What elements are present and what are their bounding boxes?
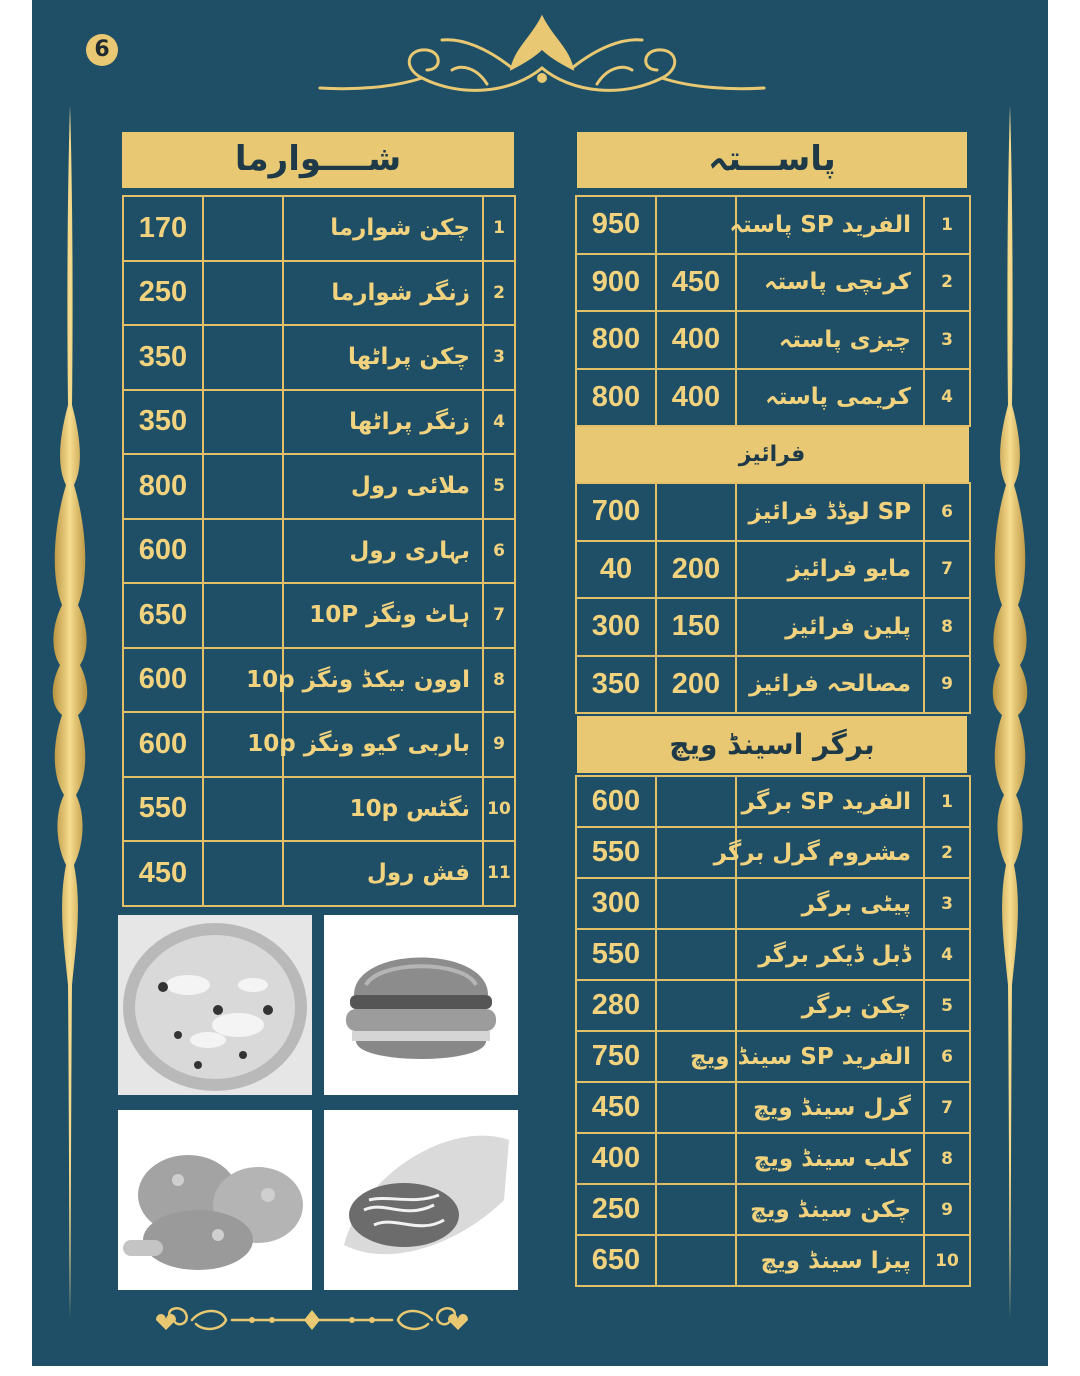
item-price: 600 (123, 648, 203, 713)
item-price-small (203, 777, 283, 842)
item-name: چکن برگر (736, 980, 924, 1031)
menu-row (576, 776, 970, 827)
item-name: مایو فرائیز (736, 541, 924, 599)
menu-row (123, 519, 515, 584)
item-number: 7 (924, 541, 970, 599)
item-price-small: 400 (656, 369, 736, 427)
top-flourish-ornament (312, 8, 772, 104)
fries-menu-table (575, 482, 971, 714)
item-name: الفرید SP پاستہ (736, 196, 924, 254)
item-price-small (656, 1235, 736, 1286)
item-price: 650 (123, 583, 203, 648)
menu-row (576, 929, 970, 980)
item-price: 550 (576, 929, 656, 980)
item-name: چکن پراٹھا (283, 325, 483, 390)
item-price: 250 (576, 1184, 656, 1235)
menu-row (576, 1235, 970, 1286)
item-price: 450 (123, 841, 203, 906)
item-name: گرل سینڈ ویچ (736, 1082, 924, 1133)
bottom-divider-ornament (152, 1298, 472, 1342)
item-price-small (656, 878, 736, 929)
item-price: 300 (576, 878, 656, 929)
item-price: 800 (123, 454, 203, 519)
pasta-menu-table (575, 195, 971, 427)
menu-row (576, 1031, 970, 1082)
menu-row (576, 483, 970, 541)
item-number: 5 (483, 454, 515, 519)
menu-row (123, 583, 515, 648)
menu-row (123, 454, 515, 519)
item-price: 170 (123, 196, 203, 261)
item-price: 700 (576, 483, 656, 541)
item-number: 2 (483, 261, 515, 326)
shawarma-photo (324, 1110, 518, 1290)
item-name: کرنچی پاستہ (736, 254, 924, 312)
item-price-small: 400 (656, 311, 736, 369)
item-number: 8 (483, 648, 515, 713)
item-price-small (203, 583, 283, 648)
item-name: اوون بیکڈ ونگز 10p (283, 648, 483, 713)
menu-row (576, 598, 970, 656)
item-price-small (203, 196, 283, 261)
page-number-badge: 6 (86, 34, 118, 66)
menu-row (576, 827, 970, 878)
shawarma-menu-table (122, 195, 516, 907)
menu-row (576, 196, 970, 254)
item-number: 3 (924, 878, 970, 929)
item-price: 600 (576, 776, 656, 827)
item-price: 250 (123, 261, 203, 326)
item-price: 950 (576, 196, 656, 254)
item-price: 750 (576, 1031, 656, 1082)
menu-row (123, 712, 515, 777)
item-price-small (203, 390, 283, 455)
item-number: 1 (483, 196, 515, 261)
item-number: 8 (924, 598, 970, 656)
item-price-small (656, 483, 736, 541)
item-price-small: 450 (656, 254, 736, 312)
item-price: 600 (123, 519, 203, 584)
item-price-small (656, 980, 736, 1031)
menu-row (123, 777, 515, 842)
item-price: 350 (576, 656, 656, 714)
item-number: 4 (483, 390, 515, 455)
item-number: 2 (924, 827, 970, 878)
item-number: 11 (483, 841, 515, 906)
menu-row (576, 254, 970, 312)
menu-page (32, 0, 1048, 1366)
item-number: 3 (924, 311, 970, 369)
item-price-small: 200 (656, 656, 736, 714)
menu-row (123, 390, 515, 455)
item-price: 550 (576, 827, 656, 878)
pasta-section-header: پاســـتہ (577, 132, 967, 188)
item-number: 7 (483, 583, 515, 648)
item-name: مصالحہ فرائیز (736, 656, 924, 714)
item-name: پیزا سینڈ ویچ (736, 1235, 924, 1286)
menu-row (123, 196, 515, 261)
item-price: 450 (576, 1082, 656, 1133)
item-price-small (203, 841, 283, 906)
item-name: ملائی رول (283, 454, 483, 519)
item-name: ہاٹ ونگز 10P (283, 583, 483, 648)
item-number: 10 (483, 777, 515, 842)
item-number: 5 (924, 980, 970, 1031)
item-number: 6 (924, 483, 970, 541)
item-number: 6 (483, 519, 515, 584)
fries-section-header: فرائیز (575, 427, 969, 482)
item-price-small: 150 (656, 598, 736, 656)
item-name: چیزی پاستہ (736, 311, 924, 369)
item-price-small (203, 519, 283, 584)
left-gold-pillar-ornament (50, 105, 90, 1320)
item-number: 10 (924, 1235, 970, 1286)
burger-sandwich-section-header: برگر اسینڈ ویچ (577, 716, 967, 773)
item-number: 7 (924, 1082, 970, 1133)
fried-chicken-photo (118, 1110, 312, 1290)
item-price-small (656, 1082, 736, 1133)
item-name: پلین فرائیز (736, 598, 924, 656)
item-price-small: 200 (656, 541, 736, 599)
item-name: کلب سینڈ ویچ (736, 1133, 924, 1184)
item-price-small (203, 454, 283, 519)
item-price: 550 (123, 777, 203, 842)
item-price-small (656, 1184, 736, 1235)
item-name: پیٹی برگر (736, 878, 924, 929)
item-number: 9 (924, 656, 970, 714)
menu-row (123, 648, 515, 713)
item-price-small (656, 929, 736, 980)
item-number: 9 (483, 712, 515, 777)
menu-row (576, 878, 970, 929)
item-number: 3 (483, 325, 515, 390)
item-price: 280 (576, 980, 656, 1031)
menu-row (576, 541, 970, 599)
item-name: الفرید SP برگر (736, 776, 924, 827)
item-price: 350 (123, 390, 203, 455)
item-price: 800 (576, 311, 656, 369)
item-name: مشروم گرل برگر (736, 827, 924, 878)
item-price: 400 (576, 1133, 656, 1184)
menu-row (576, 1133, 970, 1184)
item-price-small (656, 196, 736, 254)
menu-row (576, 656, 970, 714)
right-gold-pillar-ornament (990, 105, 1030, 1320)
menu-row (576, 980, 970, 1031)
item-price-small (203, 325, 283, 390)
item-price: 650 (576, 1235, 656, 1286)
item-price: 600 (123, 712, 203, 777)
item-name: نگٹس 10p (283, 777, 483, 842)
item-number: 4 (924, 369, 970, 427)
item-price: 350 (123, 325, 203, 390)
item-name: ڈبل ڈیکر برگر (736, 929, 924, 980)
item-price: 800 (576, 369, 656, 427)
item-price: 900 (576, 254, 656, 312)
item-name: فش رول (283, 841, 483, 906)
menu-row (576, 1184, 970, 1235)
item-number: 6 (924, 1031, 970, 1082)
menu-row (123, 325, 515, 390)
pizza-photo (118, 915, 312, 1095)
item-price: 300 (576, 598, 656, 656)
burger-sandwich-menu-table (575, 775, 971, 1287)
item-name: چکن سینڈ ویچ (736, 1184, 924, 1235)
item-price-small (656, 1133, 736, 1184)
item-name: چکن شوارما (283, 196, 483, 261)
item-number: 2 (924, 254, 970, 312)
item-number: 9 (924, 1184, 970, 1235)
item-name: کریمی پاستہ (736, 369, 924, 427)
item-name: SP لوڈڈ فرائیز (736, 483, 924, 541)
item-number: 1 (924, 196, 970, 254)
item-number: 4 (924, 929, 970, 980)
menu-row (576, 311, 970, 369)
menu-row (123, 841, 515, 906)
menu-row (123, 261, 515, 326)
item-name: الفرید SP سینڈ ویچ (736, 1031, 924, 1082)
item-number: 8 (924, 1133, 970, 1184)
shawarma-section-header: شــــوارما (122, 132, 514, 188)
burger-photo (324, 915, 518, 1095)
menu-row (576, 369, 970, 427)
item-price-small (656, 776, 736, 827)
item-price: 40 (576, 541, 656, 599)
item-number: 1 (924, 776, 970, 827)
item-name: زنگر پراٹھا (283, 390, 483, 455)
item-name: باربی کیو ونگز 10p (283, 712, 483, 777)
menu-row (576, 1082, 970, 1133)
item-name: زنگر شوارما (283, 261, 483, 326)
item-name: بہاری رول (283, 519, 483, 584)
item-price-small (203, 261, 283, 326)
